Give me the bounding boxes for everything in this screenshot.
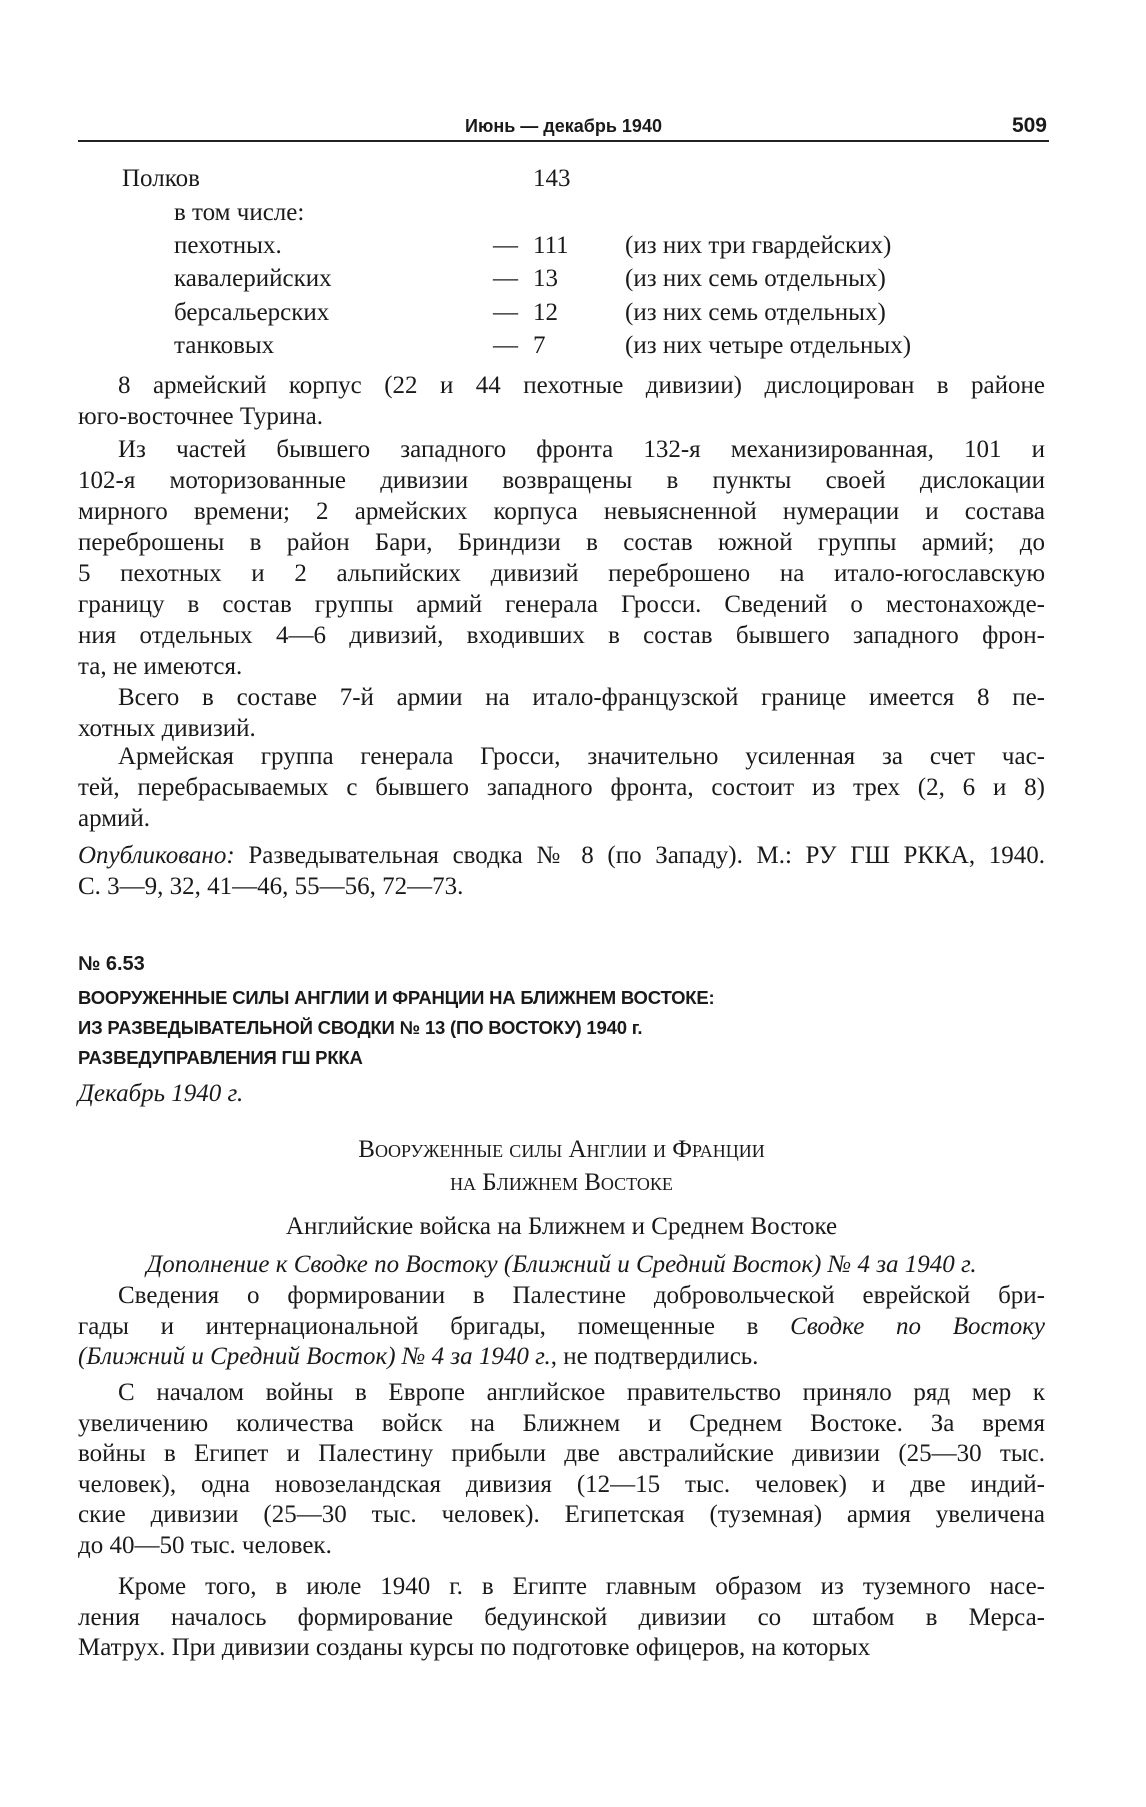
source-label: Опубликовано:	[78, 842, 235, 869]
document-title-line: РАЗВЕДУПРАВЛЕНИЯ ГШ РККА	[78, 1047, 363, 1068]
table-cell-note: (из них семь отдельных)	[625, 299, 886, 326]
paragraph-line: 5 пехотных и 2 альпийских дивизий переброшено на итало-югославскую	[78, 560, 1045, 587]
paragraph-line: 8 армейский корпус (22 и 44 пехотные дивизии) дислоцирован в районе	[118, 372, 1045, 399]
table-cell-label: танковых	[174, 332, 275, 359]
table-cell-dash: —	[493, 265, 518, 292]
source-line-1	[78, 840, 1045, 871]
page-number: 509	[1011, 114, 1047, 137]
paragraph-line: войны в Египет и Палестину прибыли две австралийские дивизии (25—30 тыс.	[78, 1440, 1045, 1467]
source-line-2: С. 3—9, 32, 41—46, 55—56, 72—73.	[78, 873, 464, 900]
italic-reference: (Ближний и Средний Восток) № 4 за 1940 г.	[78, 1343, 551, 1370]
addendum-title	[78, 1248, 1045, 1281]
table-cell-note: (из них семь отдельных)	[625, 265, 886, 292]
document-title-line: ИЗ РАЗВЕДЫВАТЕЛЬНОЙ СВОДКИ № 13 (ПО ВОСТОКУ) 1940 г.	[78, 1017, 643, 1038]
paragraph-line	[78, 1312, 1045, 1343]
paragraph-line: та, не имеются.	[78, 653, 243, 680]
paragraph-line	[78, 1342, 1045, 1373]
table-cell-note: (из них четыре отдельных)	[625, 332, 912, 359]
paragraph-line: Кроме того, в июле 1940 г. в Египте главным образом из туземного насе-	[118, 1573, 1045, 1600]
table-cell-value: 12	[533, 299, 558, 326]
paragraph-line: юго-восточнее Турина.	[78, 403, 323, 430]
document-title-line: ВООРУЖЕННЫЕ СИЛЫ АНГЛИИ И ФРАНЦИИ НА БЛИЖНЕМ ВОСТОКЕ:	[78, 987, 715, 1008]
source-note	[78, 840, 1045, 902]
running-header	[78, 114, 1049, 142]
source-text: Разведывательная сводка № 8 (по Западу). М.: РУ ГШ РККА, 1940.	[234, 842, 1045, 869]
table-cell-note: (из них три гвардейских)	[625, 232, 892, 259]
paragraph-line: 102-я моторизованные дивизии возвращены в пункты своей дислокации	[78, 467, 1045, 494]
addendum-text: Дополнение к Сводке по Востоку (Ближний и Средний Восток) № 4 за 1940 г.	[146, 1251, 977, 1278]
paragraph-line	[78, 1281, 1045, 1312]
paragraph-line: до 40—50 тыс. человек.	[78, 1531, 332, 1559]
paragraph-line: Армейская группа генерала Гросси, значительно усиленная за счет час-	[118, 743, 1045, 770]
paragraph-line: ские дивизии (25—30 тыс. человек). Египетская (туземная) армия увеличена	[78, 1501, 1045, 1528]
text-segment: гады и интернациональной бригады, помещенные в	[78, 1312, 791, 1340]
document-date	[78, 1078, 1045, 1109]
paragraph-line: увеличению количества войск на Ближнем и Среднем Востоке. За время	[78, 1409, 1045, 1437]
paragraph-line: Матрух. При дивизии созданы курсы по подготовке офицеров, на которых	[78, 1634, 871, 1661]
total-value: 143	[533, 165, 571, 192]
document-title	[78, 983, 714, 1073]
paragraph-line: С началом войны в Европе английское правительство приняло ряд мер к	[118, 1379, 1045, 1406]
table-cell-label: кавалерийских	[174, 265, 332, 292]
paragraph	[78, 1572, 1045, 1664]
paragraph-line: ния отдельных 4—6 дивизий, входивших в состав бывшего западного фрон-	[78, 622, 1045, 649]
italic-reference: Сводке по Востоку	[790, 1312, 1045, 1340]
table-cell-label: пехотных.	[174, 232, 282, 259]
table-cell-value: 7	[533, 332, 546, 359]
paragraph-line: границу в состав группы армий генерала Гросси. Сведений о местонахожде-	[78, 591, 1045, 618]
paragraph-line: мирного времени; 2 армейских корпуса невыясненной нумерации и состава	[78, 498, 1045, 525]
document-number: № 6.53	[78, 953, 145, 975]
running-header-title: Июнь — декабрь 1940	[465, 116, 662, 136]
section-heading	[78, 1133, 1045, 1199]
table-cell-dash: —	[493, 232, 518, 259]
subheading: Английские войска на Ближнем и Среднем Востоке	[285, 1213, 838, 1240]
paragraph-line: ления началось формирование бедуинской дивизии со штабом в Мерса-	[78, 1603, 1045, 1631]
paragraph	[78, 1378, 1045, 1561]
table-cell-value: 111	[533, 232, 569, 259]
paragraph-line: тей, перебрасываемых с бывшего западного фронта, состоит из трех (2, 6 и 8)	[78, 774, 1045, 801]
subhead-text: в том числе:	[174, 199, 305, 226]
paragraph	[78, 1281, 1045, 1373]
paragraph-line: человек), одна новозеландская дивизия (12—15 тыс. человек) и две индий-	[78, 1470, 1045, 1498]
table-cell-value: 13	[533, 265, 558, 292]
total-label: Полков	[122, 165, 200, 192]
document-date-text: Декабрь 1940 г.	[78, 1080, 244, 1107]
table-cell-dash: —	[493, 299, 518, 326]
paragraph-line: Из частей бывшего западного фронта 132-я механизированная, 101 и	[118, 436, 1045, 463]
paragraph-line: хотных дивизий.	[78, 715, 256, 742]
table-cell-dash: —	[493, 332, 518, 359]
paragraph-line: переброшены в район Бари, Бриндизи в состав южной группы армий; до	[78, 529, 1045, 556]
text-segment: Сведения о формировании в Палестине добровольческой еврейской бри-	[118, 1282, 1045, 1309]
text-segment: , не подтвердились.	[550, 1343, 759, 1370]
paragraph-line: армий.	[78, 805, 151, 832]
paragraph	[78, 370, 1045, 432]
paragraph	[78, 682, 1045, 744]
section-heading-line: Вооруженные силы Англии и Франции	[358, 1136, 765, 1163]
paragraph-line: Всего в составе 7-й армии на итало-французской границе имеется 8 пе-	[118, 684, 1045, 711]
paragraph	[78, 741, 1045, 834]
section-heading-line: на Ближнем Востоке	[450, 1169, 673, 1196]
paragraph	[78, 434, 1045, 682]
table-cell-label: берсальерских	[174, 299, 330, 326]
